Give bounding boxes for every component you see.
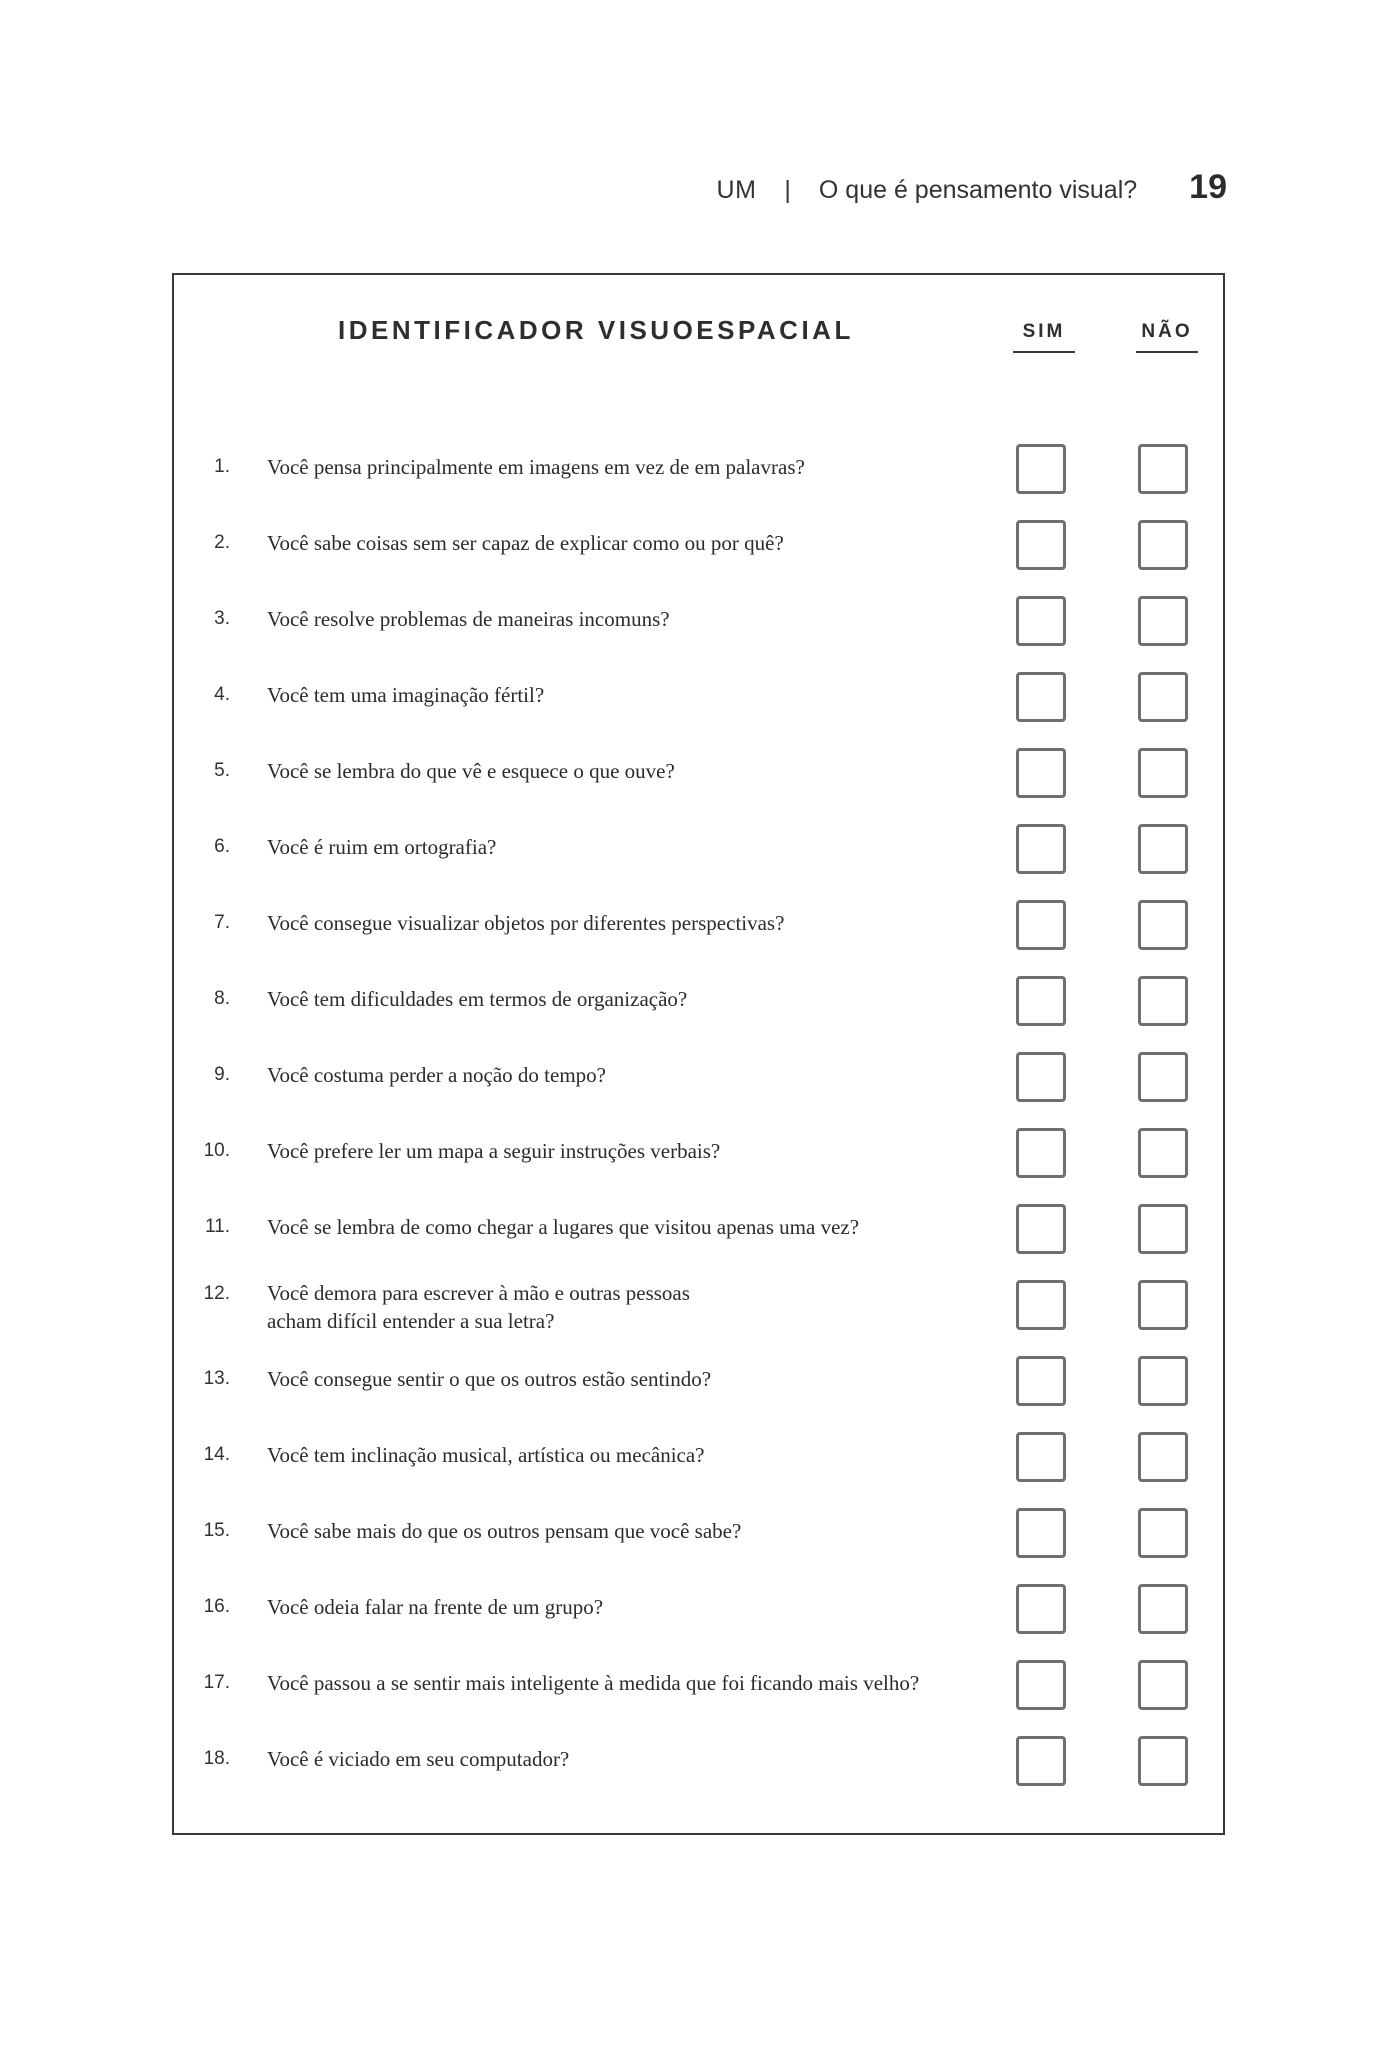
question-row xyxy=(174,824,1223,880)
question-row xyxy=(174,672,1223,728)
no-checkbox[interactable] xyxy=(1138,1660,1188,1710)
no-checkbox[interactable] xyxy=(1138,1432,1188,1482)
question-text-line-2: acham difícil entender a sua letra? xyxy=(267,1309,555,1333)
question-number: 6. xyxy=(214,836,230,857)
chapter-label: UM xyxy=(716,176,757,204)
question-row xyxy=(174,1660,1223,1716)
no-checkbox[interactable] xyxy=(1138,1280,1188,1330)
yes-checkbox[interactable] xyxy=(1016,748,1066,798)
question-text: Você prefere ler um mapa a seguir instruções verbais? xyxy=(267,1139,721,1163)
question-row xyxy=(174,1128,1223,1184)
question-text: Você tem dificuldades em termos de organização? xyxy=(267,987,688,1011)
question-number: 3. xyxy=(214,608,230,629)
question-text: Você passou a se sentir mais inteligente à medida que foi ficando mais velho? xyxy=(267,1671,920,1695)
question-row xyxy=(174,1584,1223,1640)
question-text: Você pensa principalmente em imagens em vez de em palavras? xyxy=(267,455,805,479)
question-number: 9. xyxy=(214,1064,230,1085)
question-text xyxy=(267,1279,987,1335)
no-checkbox[interactable] xyxy=(1138,1736,1188,1786)
yes-checkbox[interactable] xyxy=(1016,1584,1066,1634)
question-text: Você sabe mais do que os outros pensam que você sabe? xyxy=(267,1519,742,1543)
question-row xyxy=(174,1204,1223,1260)
question-text: Você é viciado em seu computador? xyxy=(267,1747,570,1771)
question-number: 13. xyxy=(203,1368,230,1389)
running-header xyxy=(717,168,1227,207)
question-row xyxy=(174,520,1223,576)
question-text-line-1: Você demora para escrever à mão e outras pessoas xyxy=(267,1281,690,1305)
question-number: 10. xyxy=(203,1140,230,1161)
question-text: Você é ruim em ortografia? xyxy=(267,835,497,859)
chapter-title: O que é pensamento visual? xyxy=(818,176,1138,204)
question-row xyxy=(174,444,1223,500)
question-number: 18. xyxy=(203,1748,230,1769)
question-text: Você consegue sentir o que os outros estão sentindo? xyxy=(267,1367,712,1391)
no-checkbox[interactable] xyxy=(1138,824,1188,874)
no-checkbox[interactable] xyxy=(1138,748,1188,798)
no-checkbox[interactable] xyxy=(1138,1128,1188,1178)
yes-checkbox[interactable] xyxy=(1016,976,1066,1026)
no-checkbox[interactable] xyxy=(1138,1584,1188,1634)
no-checkbox[interactable] xyxy=(1138,1052,1188,1102)
yes-checkbox[interactable] xyxy=(1016,596,1066,646)
question-number: 12. xyxy=(203,1283,230,1304)
no-checkbox[interactable] xyxy=(1138,1508,1188,1558)
yes-checkbox[interactable] xyxy=(1016,1052,1066,1102)
question-number: 7. xyxy=(214,912,230,933)
question-number: 14. xyxy=(203,1444,230,1465)
question-row xyxy=(174,1508,1223,1564)
question-row xyxy=(174,976,1223,1032)
no-checkbox[interactable] xyxy=(1138,1204,1188,1254)
yes-checkbox[interactable] xyxy=(1016,1432,1066,1482)
question-number: 1. xyxy=(214,456,230,477)
question-number: 8. xyxy=(214,988,230,1009)
yes-checkbox[interactable] xyxy=(1016,1660,1066,1710)
question-number: 11. xyxy=(204,1216,230,1237)
yes-checkbox[interactable] xyxy=(1016,900,1066,950)
question-row xyxy=(174,748,1223,804)
no-checkbox[interactable] xyxy=(1138,1356,1188,1406)
yes-checkbox[interactable] xyxy=(1016,1128,1066,1178)
no-checkbox[interactable] xyxy=(1138,976,1188,1026)
questionnaire-title: IDENTIFICADOR VISUOESPACIAL xyxy=(338,315,854,345)
question-row xyxy=(174,900,1223,956)
question-text: Você tem uma imaginação fértil? xyxy=(267,683,545,707)
question-number: 17. xyxy=(203,1672,230,1693)
questionnaire-box xyxy=(172,273,1225,1835)
question-number: 2. xyxy=(214,532,230,553)
question-number: 16. xyxy=(203,1596,230,1617)
question-text: Você se lembra de como chegar a lugares que visitou apenas uma vez? xyxy=(267,1215,860,1239)
question-text: Você sabe coisas sem ser capaz de explicar como ou por quê? xyxy=(267,531,784,555)
no-checkbox[interactable] xyxy=(1138,672,1188,722)
no-checkbox[interactable] xyxy=(1138,444,1188,494)
yes-checkbox[interactable] xyxy=(1016,520,1066,570)
question-text: Você costuma perder a noção do tempo? xyxy=(267,1063,606,1087)
no-checkbox[interactable] xyxy=(1138,520,1188,570)
question-row xyxy=(174,1432,1223,1488)
yes-checkbox[interactable] xyxy=(1016,824,1066,874)
question-row xyxy=(174,1356,1223,1412)
question-text: Você consegue visualizar objetos por diferentes perspectivas? xyxy=(267,911,785,935)
question-number: 5. xyxy=(214,760,230,781)
yes-checkbox[interactable] xyxy=(1016,1204,1066,1254)
column-header-no: NÃO xyxy=(1136,321,1198,353)
yes-checkbox[interactable] xyxy=(1016,1508,1066,1558)
question-row xyxy=(174,596,1223,652)
no-checkbox[interactable] xyxy=(1138,900,1188,950)
question-row xyxy=(174,1736,1223,1792)
question-text: Você tem inclinação musical, artística ou mecânica? xyxy=(267,1443,705,1467)
no-checkbox[interactable] xyxy=(1138,596,1188,646)
question-number: 4. xyxy=(214,684,230,705)
page-number: 19 xyxy=(1189,168,1227,206)
question-number: 15. xyxy=(203,1520,230,1541)
yes-checkbox[interactable] xyxy=(1016,672,1066,722)
yes-checkbox[interactable] xyxy=(1016,444,1066,494)
header-separator: | xyxy=(784,176,791,204)
yes-checkbox[interactable] xyxy=(1016,1356,1066,1406)
yes-checkbox[interactable] xyxy=(1016,1280,1066,1330)
question-row xyxy=(174,1280,1223,1336)
yes-checkbox[interactable] xyxy=(1016,1736,1066,1786)
question-text: Você se lembra do que vê e esquece o que ouve? xyxy=(267,759,675,783)
column-header-yes: SIM xyxy=(1013,321,1075,353)
question-text: Você odeia falar na frente de um grupo? xyxy=(267,1595,604,1619)
question-row xyxy=(174,1052,1223,1108)
question-text: Você resolve problemas de maneiras incomuns? xyxy=(267,607,670,631)
